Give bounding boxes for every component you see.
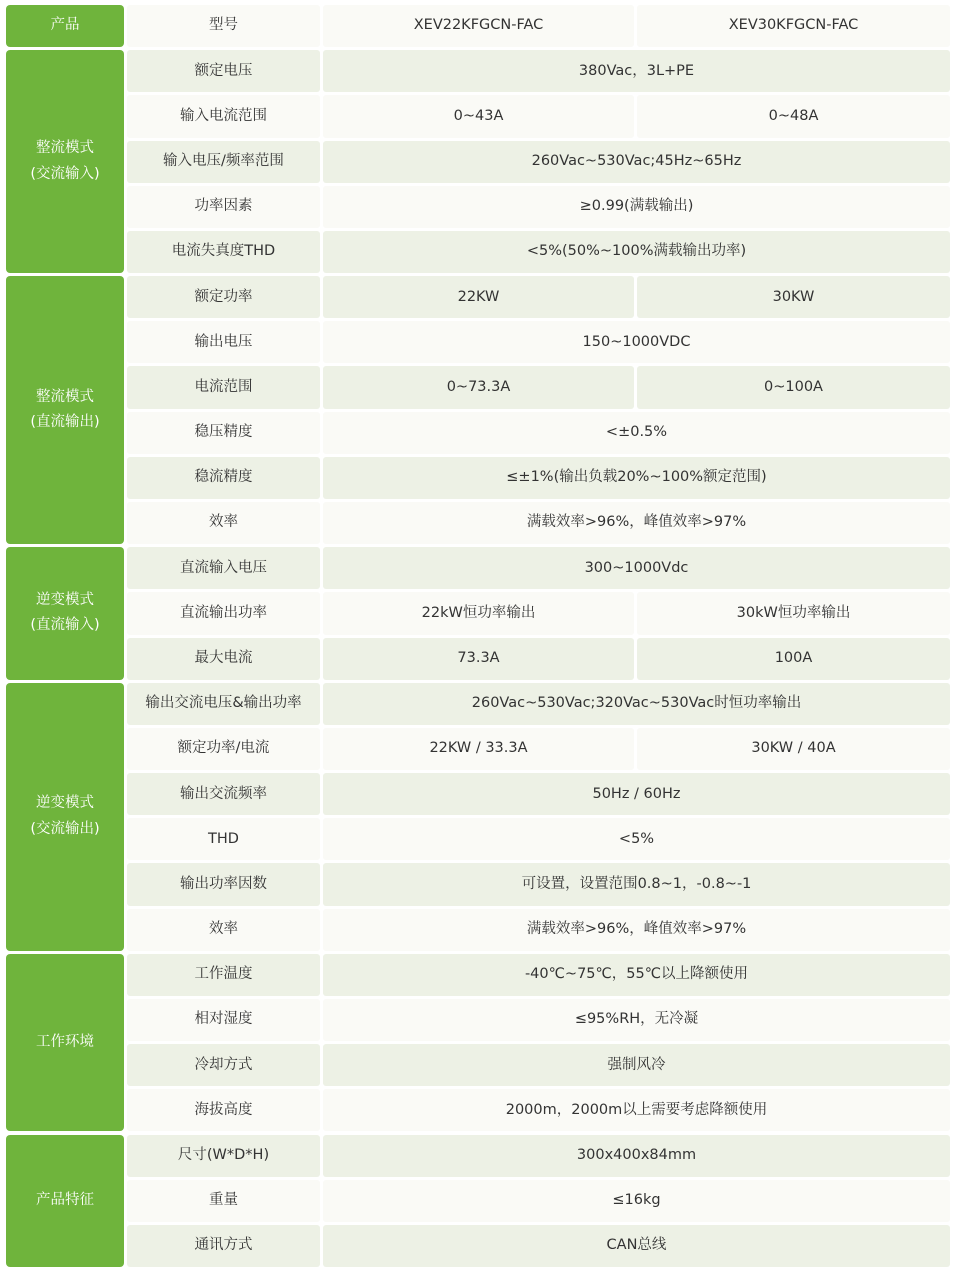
spec-label: 效率 (127, 502, 320, 544)
spec-value-30k: 0~100A (637, 366, 950, 408)
spec-value: <5%(50%~100%满载输出功率) (323, 231, 950, 273)
spec-label: 工作温度 (127, 954, 320, 996)
spec-label: 额定功率/电流 (127, 728, 320, 770)
spec-value: CAN总线 (323, 1225, 950, 1267)
group-title (6, 683, 124, 951)
spec-value: 380Vac，3L+PE (323, 50, 950, 92)
spec-value: 50Hz / 60Hz (323, 773, 950, 815)
spec-value-22k: 22KW (323, 276, 634, 318)
spec-label: 稳压精度 (127, 412, 320, 454)
spec-label: 直流输出功率 (127, 592, 320, 634)
group-title-line: (交流输入) (30, 165, 100, 182)
spec-label: 额定功率 (127, 276, 320, 318)
spec-label: 效率 (127, 909, 320, 951)
group-title (6, 1135, 124, 1268)
group-title (6, 276, 124, 544)
spec-value: 300~1000Vdc (323, 547, 950, 589)
group-title-line: 整流模式 (36, 388, 94, 405)
spec-label: 输出电压 (127, 321, 320, 363)
spec-label: 尺寸(W*D*H) (127, 1135, 320, 1177)
spec-value: ≤95%RH，无冷凝 (323, 999, 950, 1041)
group-title-line: (交流输出) (30, 820, 100, 837)
spec-value-22k: 0~73.3A (323, 366, 634, 408)
spec-label: 电流失真度THD (127, 231, 320, 273)
spec-value-22k: 0~43A (323, 95, 634, 137)
group-title-line: (直流输出) (30, 414, 100, 431)
spec-value: 260Vac~530Vac;320Vac~530Vac时恒功率输出 (323, 683, 950, 725)
spec-value: 150~1000VDC (323, 321, 950, 363)
spec-value: 满载效率>96%，峰值效率>97% (323, 502, 950, 544)
spec-label: 输出交流电压&输出功率 (127, 683, 320, 725)
spec-value: ≤±1%(输出负载20%~100%额定范围) (323, 457, 950, 499)
spec-label: 功率因素 (127, 186, 320, 228)
group-title-line: 产品特征 (36, 1192, 94, 1209)
group-title-line: 工作环境 (36, 1033, 94, 1050)
spec-value-22k: 73.3A (323, 638, 634, 680)
group-title (6, 547, 124, 680)
header-model-30k: XEV30KFGCN-FAC (637, 5, 950, 47)
group-title-line: (直流输入) (30, 617, 100, 634)
group-title-line: 逆变模式 (36, 592, 94, 609)
spec-value: 强制风冷 (323, 1044, 950, 1086)
spec-value-22k: 22KW / 33.3A (323, 728, 634, 770)
group-title (6, 954, 124, 1132)
spec-value-30k: 30kW恒功率输出 (637, 592, 950, 634)
spec-label: 冷却方式 (127, 1044, 320, 1086)
spec-value: <5% (323, 818, 950, 860)
spec-label: 相对湿度 (127, 999, 320, 1041)
spec-label: 输出功率因数 (127, 863, 320, 905)
group-title-line: 整流模式 (36, 140, 94, 157)
spec-value-30k: 100A (637, 638, 950, 680)
spec-value: 300x400x84mm (323, 1135, 950, 1177)
spec-value-22k: 22kW恒功率输出 (323, 592, 634, 634)
spec-label: 输入电压/频率范围 (127, 141, 320, 183)
spec-value: <±0.5% (323, 412, 950, 454)
group-title-line: 逆变模式 (36, 795, 94, 812)
header-model-label: 型号 (127, 5, 320, 47)
spec-label: 通讯方式 (127, 1225, 320, 1267)
spec-label: 输出交流频率 (127, 773, 320, 815)
spec-value: ≤16kg (323, 1180, 950, 1222)
spec-value: 260Vac~530Vac;45Hz~65Hz (323, 141, 950, 183)
spec-value-30k: 30KW / 40A (637, 728, 950, 770)
spec-value: 2000m，2000m以上需要考虑降额使用 (323, 1089, 950, 1131)
spec-label: 直流输入电压 (127, 547, 320, 589)
spec-label: 稳流精度 (127, 457, 320, 499)
spec-value: -40℃~75℃，55℃以上降额使用 (323, 954, 950, 996)
spec-label: 重量 (127, 1180, 320, 1222)
spec-label: 海拔高度 (127, 1089, 320, 1131)
header-model-22k: XEV22KFGCN-FAC (323, 5, 634, 47)
spec-value-30k: 0~48A (637, 95, 950, 137)
spec-label: 输入电流范围 (127, 95, 320, 137)
header-product-label: 产品 (6, 5, 124, 47)
spec-value: 满载效率>96%，峰值效率>97% (323, 909, 950, 951)
spec-label: 额定电压 (127, 50, 320, 92)
spec-label: 电流范围 (127, 366, 320, 408)
group-title (6, 50, 124, 273)
spec-label: THD (127, 818, 320, 860)
spec-value-30k: 30KW (637, 276, 950, 318)
spec-value: 可设置，设置范围0.8~1，-0.8~-1 (323, 863, 950, 905)
spec-label: 最大电流 (127, 638, 320, 680)
spec-value: ≥0.99(满载输出) (323, 186, 950, 228)
